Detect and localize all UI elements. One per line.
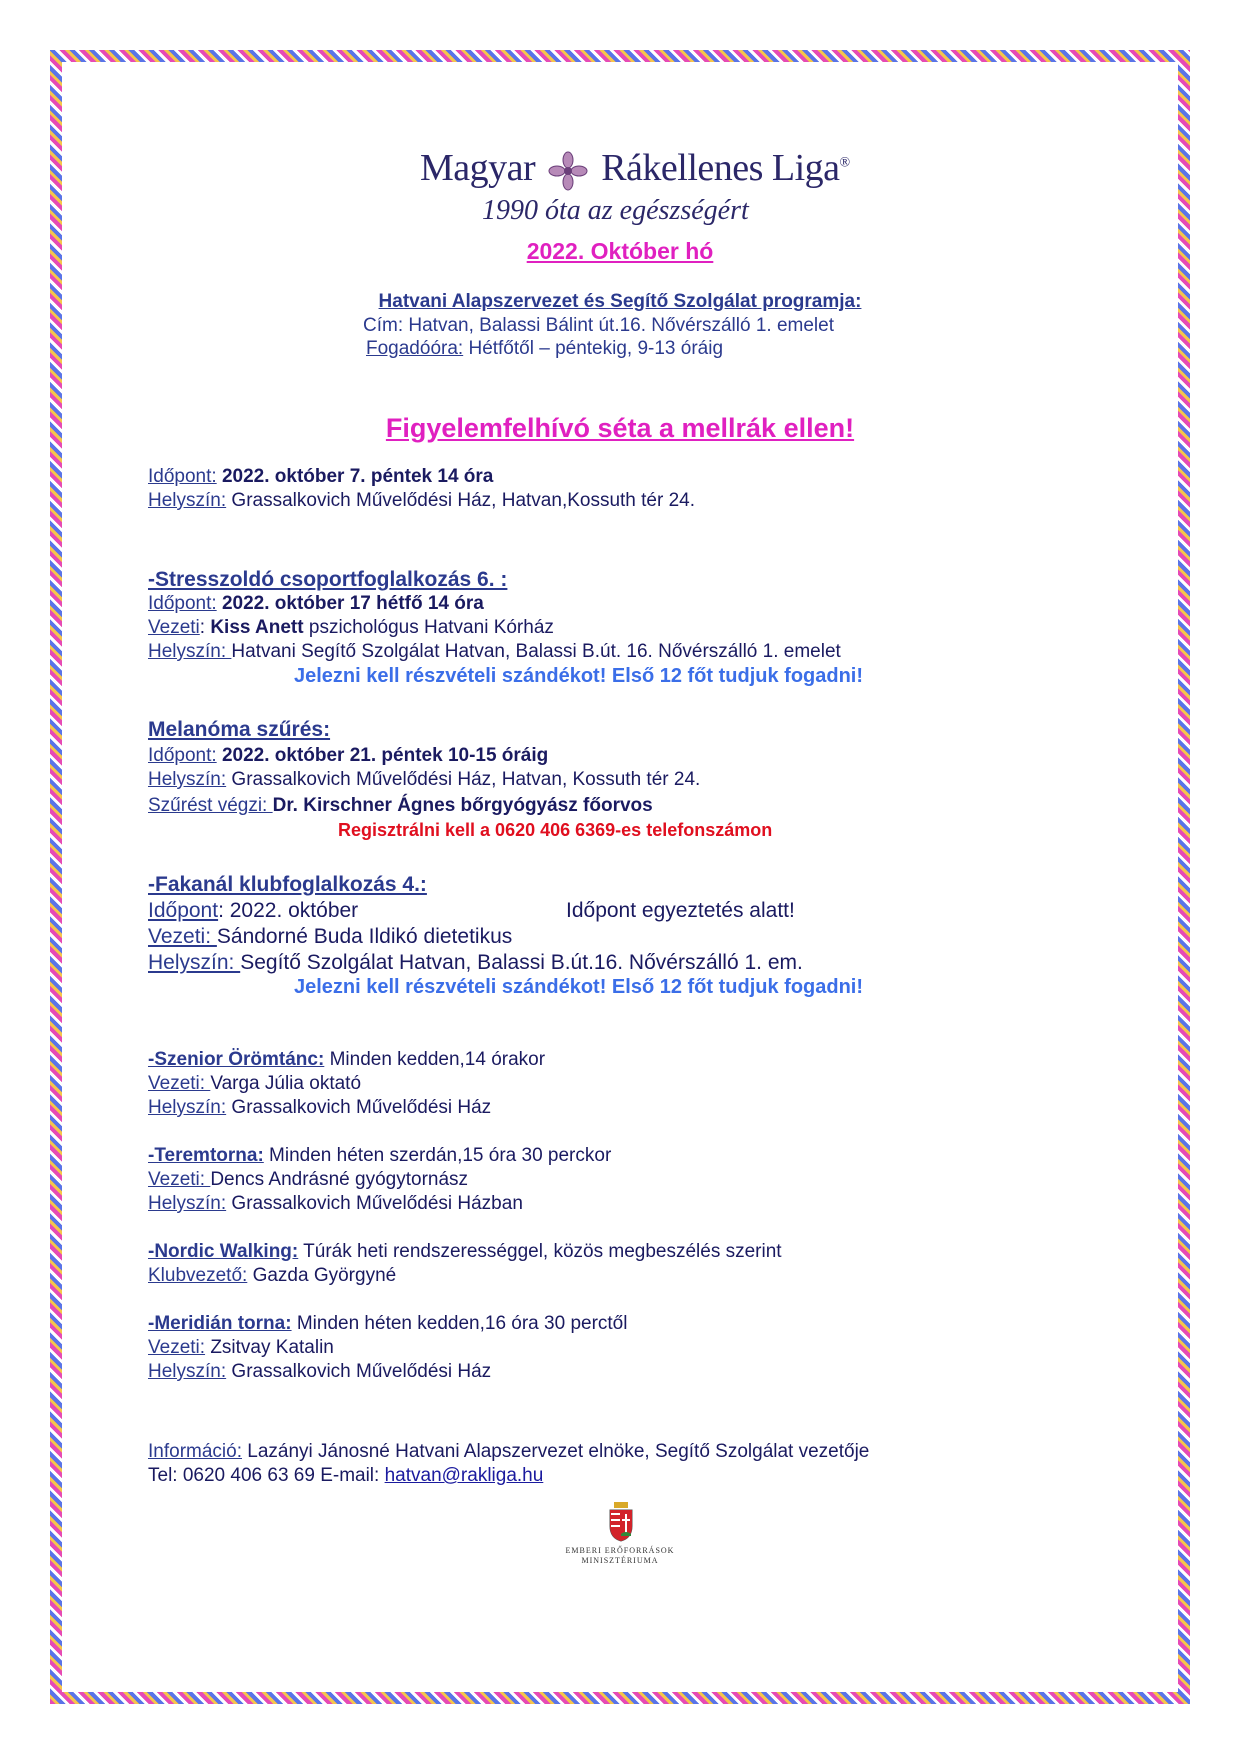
place-label: Helyszín: <box>148 641 232 662</box>
stress-place <box>148 641 841 663</box>
lead-label: Vezeti: <box>148 925 217 948</box>
meridian-place <box>148 1361 491 1383</box>
nordic-lead <box>148 1265 396 1287</box>
place-label: Helyszín: <box>148 1097 227 1118</box>
stress-title: -Stresszoldó csoportfoglalkozás 6. : <box>148 568 508 591</box>
lead-rest: pszichológus Hatvani Kórház <box>303 617 554 638</box>
fakanal-place <box>148 951 803 975</box>
nordic-value: Túrák heti rendszerességgel, közös megbeszélés szerint <box>298 1241 782 1262</box>
fakanal-lead <box>148 925 512 949</box>
time-value: 2022. október 21. péntek 10-15 óráig <box>216 745 549 766</box>
fakanal-time <box>148 899 358 923</box>
walk-time <box>148 466 493 488</box>
place-value: Grassalkovich Művelődési Ház, Hatvan,Kossuth tér 24. <box>226 490 696 511</box>
nordic-title: -Nordic Walking: <box>148 1241 299 1262</box>
office-hours-label: Fogadóóra: <box>366 338 464 359</box>
place-value: Hatvani Segítő Szolgálat Hatvan, Balassi B.út. 16. Nővérszálló 1. emelet <box>231 641 841 662</box>
teremtorna-title: -Teremtorna: <box>148 1145 264 1166</box>
teremtorna-value: Minden héten szerdán,15 óra 30 perckor <box>263 1145 612 1166</box>
coat-of-arms-icon <box>606 1500 636 1542</box>
teremtorna-lead <box>148 1169 468 1191</box>
office-hours-line <box>366 338 723 360</box>
meridian-title: -Meridián torna: <box>148 1313 292 1334</box>
doctor-value: Dr. Kirschner Ágnes bőrgyógyász főorvos <box>272 795 653 816</box>
meridian-line <box>148 1313 627 1335</box>
senior-place <box>148 1097 491 1119</box>
league-logo <box>420 146 860 227</box>
melanoma-title: Melanóma szűrés: <box>148 718 331 741</box>
teremtorna-place <box>148 1193 523 1215</box>
place-value: Grassalkovich Művelődési Ház <box>226 1097 492 1118</box>
logo-tagline: 1990 óta az egészségért <box>482 195 749 227</box>
time-value: : 2022. október <box>218 899 359 922</box>
place-label: Helyszín: <box>148 1193 227 1214</box>
logo-left-word: Magyar <box>420 147 536 189</box>
place-value: Grassalkovich Művelődési Ház, Hatvan, Kossuth tér 24. <box>226 769 701 790</box>
lead-label: Vezeti: <box>148 1073 211 1094</box>
program-title: Hatvani Alapszervezet és Segítő Szolgálat programja: <box>378 291 862 312</box>
ministry-line-2: MINISZTÉRIUMA <box>581 1556 659 1565</box>
lead-label: Vezeti <box>148 617 200 638</box>
ministry-line-1: EMBERI ERŐFORRÁSOK <box>565 1546 675 1555</box>
stress-lead <box>148 617 554 639</box>
lead-label: Vezeti: <box>148 1337 206 1358</box>
email-link[interactable]: hatvan@rakliga.hu <box>384 1465 544 1486</box>
melanoma-place <box>148 769 700 791</box>
fakanal-time-note: Időpont egyeztetés alatt! <box>566 899 795 922</box>
nordic-line <box>148 1241 782 1263</box>
stress-note: Jelezni kell részvételi szándékot! Első 12 főt tudjuk fogadni! <box>294 665 864 687</box>
month-title: 2022. Október hó <box>526 238 714 264</box>
lead-value: Zsitvay Katalin <box>205 1337 334 1358</box>
office-hours-value: Hétfőtől – péntekig, 9-13 óráig <box>463 338 724 359</box>
time-value: 2022. október 7. péntek 14 óra <box>216 466 494 487</box>
time-label: Időpont: <box>148 593 217 614</box>
address-line: Cím: Hatvan, Balassi Bálint út.16. Nővérszálló 1. emelet <box>363 315 834 336</box>
fakanal-note: Jelezni kell részvételi szándékot! Első 12 főt tudjuk fogadni! <box>294 976 864 998</box>
meridian-lead <box>148 1337 334 1359</box>
time-label: Időpont: <box>148 466 217 487</box>
walk-title: Figyelemfelhívó séta a mellrák ellen! <box>385 413 855 443</box>
place-label: Helyszín: <box>148 490 227 511</box>
senior-title: -Szenior Örömtánc: <box>148 1049 325 1070</box>
time-label: Időpont <box>148 899 219 922</box>
melanoma-note: Regisztrálni kell a 0620 406 6369-es telefonszámon <box>338 820 773 840</box>
fakanal-title: -Fakanál klubfoglalkozás 4.: <box>148 873 427 896</box>
place-label: Helyszín: <box>148 951 241 974</box>
meridian-value: Minden héten kedden,16 óra 30 perctől <box>291 1313 628 1334</box>
lead-colon: : <box>199 617 206 638</box>
time-label: Időpont: <box>148 745 217 766</box>
flower-icon <box>548 151 588 191</box>
ministry-name <box>550 1546 690 1566</box>
registered-mark: ® <box>839 155 850 171</box>
stress-time <box>148 593 484 615</box>
place-value: Grassalkovich Művelődési Házban <box>226 1193 523 1214</box>
lead-name: Kiss Anett <box>205 617 304 638</box>
lead-value: Dencs Andrásné gyógytornász <box>210 1169 469 1190</box>
melanoma-time <box>148 745 548 767</box>
place-value: Grassalkovich Művelődési Ház <box>226 1361 492 1382</box>
lead-value: Varga Júlia oktató <box>210 1073 362 1094</box>
doctor-label: Szűrést végzi: <box>148 795 273 816</box>
info-label: Információ: <box>148 1441 242 1462</box>
time-value: 2022. október 17 hétfő 14 óra <box>216 593 484 614</box>
info-value: Lazányi Jánosné Hatvani Alapszervezet elnöke, Segítő Szolgálat vezetője <box>241 1441 870 1462</box>
place-label: Helyszín: <box>148 1361 227 1382</box>
place-label: Helyszín: <box>148 769 227 790</box>
lead-label: Klubvezető: <box>148 1265 248 1286</box>
senior-lead <box>148 1073 361 1095</box>
lead-value: Sándorné Buda Ildikó dietetikus <box>216 925 513 948</box>
lead-value: Gazda Györgyné <box>247 1265 397 1286</box>
info-line <box>148 1441 869 1463</box>
tel-text: Tel: 0620 406 63 69 E-mail: <box>148 1465 385 1486</box>
melanoma-doctor <box>148 795 653 817</box>
lead-label: Vezeti: <box>148 1169 211 1190</box>
senior-line <box>148 1049 545 1071</box>
walk-place <box>148 490 695 512</box>
senior-value: Minden kedden,14 órakor <box>324 1049 546 1070</box>
place-value: Segítő Szolgálat Hatvan, Balassi B.út.16. Nővérszálló 1. em. <box>240 951 803 974</box>
contact-line <box>148 1465 543 1487</box>
teremtorna-line <box>148 1145 611 1167</box>
logo-right-words: Rákellenes Liga <box>601 147 840 189</box>
